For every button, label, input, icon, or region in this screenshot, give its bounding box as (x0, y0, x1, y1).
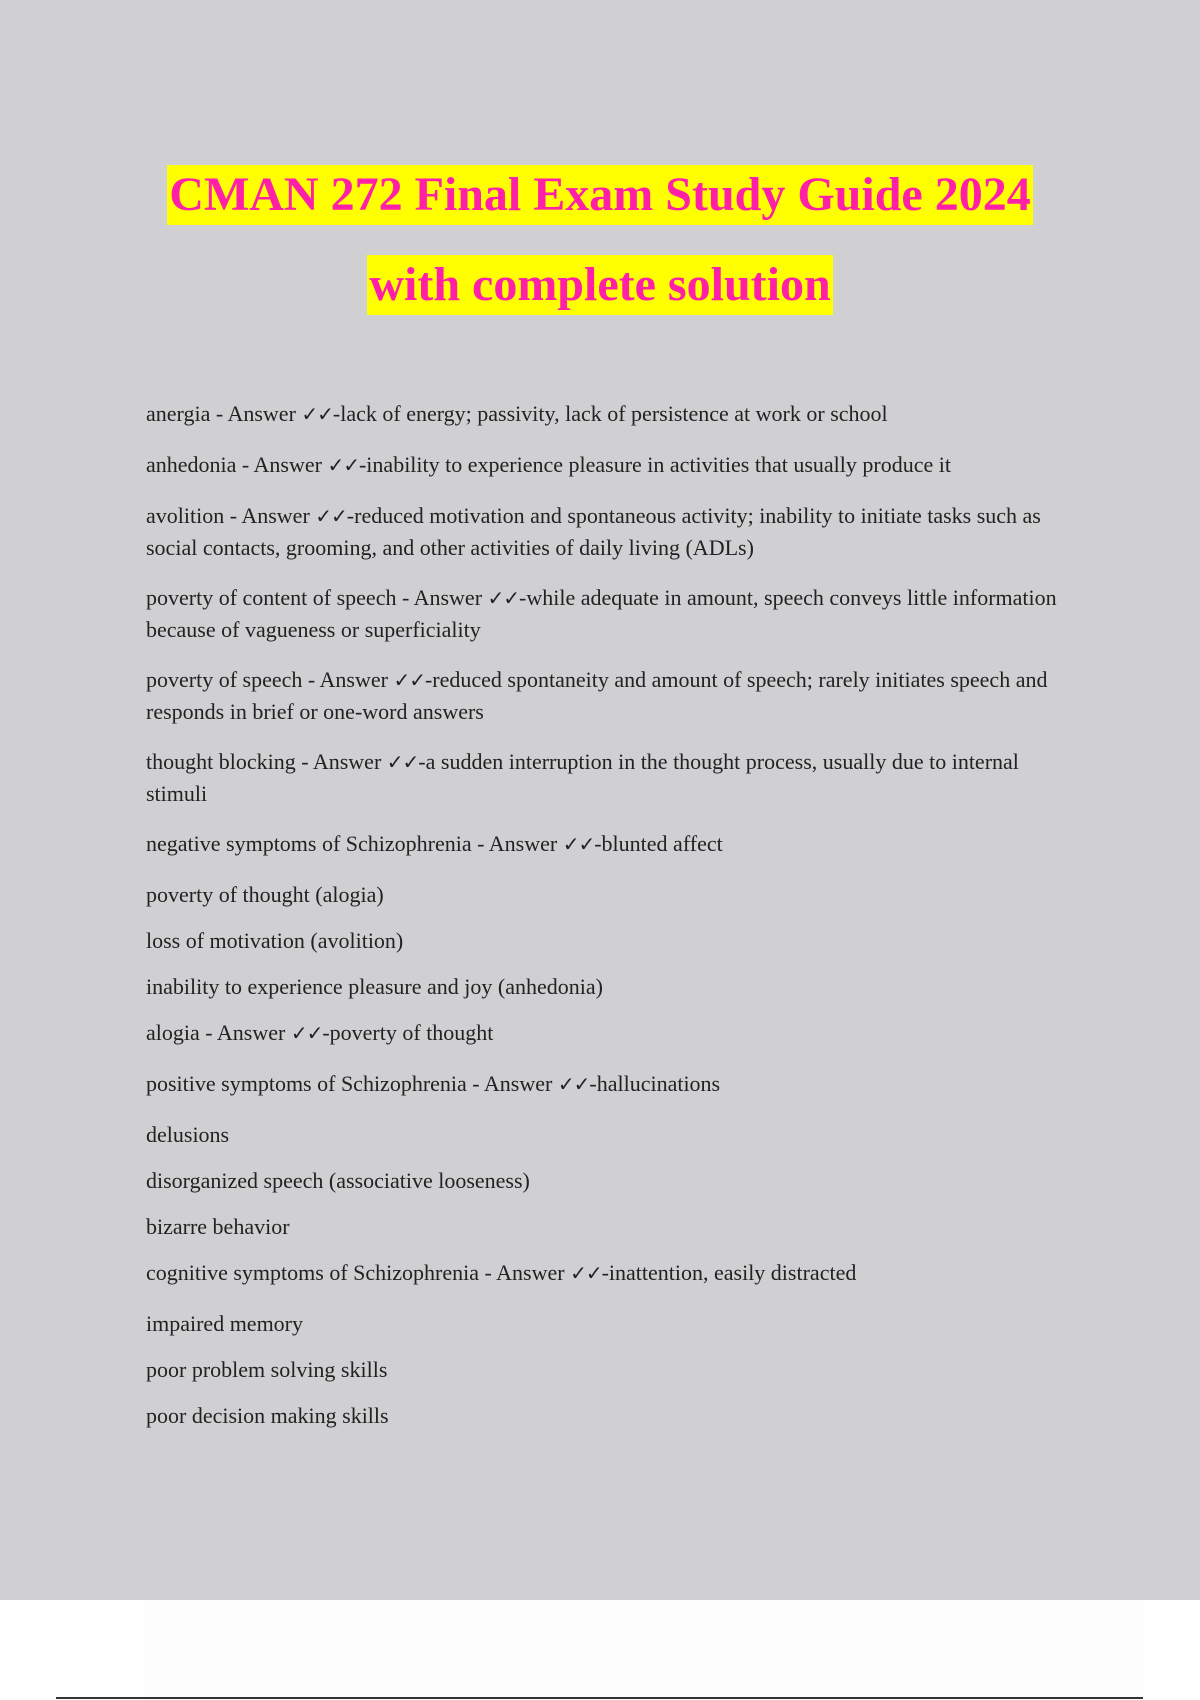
continuation-line: delusions (146, 1122, 230, 1147)
continuation-line: poor decision making skills (146, 1403, 389, 1428)
answer-label: Answer (241, 503, 310, 528)
entry-term: anergia (146, 401, 211, 426)
answer-label: Answer (488, 831, 558, 856)
double-check-icon: ✓✓ (301, 402, 333, 426)
qa-entry: negative symptoms of Schizophrenia - Answer ✓✓-blunted affect (146, 831, 723, 856)
answer-label: Answer (312, 749, 382, 774)
qa-entry: anhedonia - Answer ✓✓-inability to experience pleasure in activities that usually produce it (146, 452, 951, 477)
continuation-line: poverty of thought (alogia) (146, 882, 384, 907)
qa-entry: positive symptoms of Schizophrenia - Answer ✓✓-hallucinations (146, 1071, 721, 1096)
document-title (0, 165, 1200, 315)
entry-definition: -hallucinations (589, 1071, 721, 1096)
study-guide-entries (146, 398, 1066, 1446)
double-check-icon: ✓✓ (386, 750, 419, 774)
entry-definition: -reduced spontaneity and amount of speech; rarely initiates speech and responds in brief or one-word answers (146, 667, 1048, 724)
double-check-icon: ✓✓ (327, 453, 359, 477)
continuation-line: loss of motivation (avolition) (146, 928, 404, 953)
page-bottom-strip (144, 1600, 1144, 1700)
entry-term: negative symptoms of Schizophrenia (146, 831, 472, 856)
entry-term: positive symptoms of Schizophrenia (146, 1071, 467, 1096)
entry-definition: -poverty of thought (322, 1020, 494, 1045)
entry-term: avolition (146, 503, 225, 528)
answer-label: Answer (319, 667, 388, 692)
entry-definition: -while adequate in amount, speech conveys little information because of vagueness or superficiality (146, 585, 1057, 642)
qa-entry: alogia - Answer ✓✓-poverty of thought (146, 1020, 494, 1045)
footer-divider (56, 1697, 1143, 1699)
title-line-1: CMAN 272 Final Exam Study Guide 2024 (167, 165, 1032, 225)
answer-label: Answer (216, 1020, 286, 1045)
double-check-icon: ✓✓ (393, 668, 425, 692)
qa-entry: thought blocking - Answer ✓✓-a sudden interruption in the thought process, usually due to internal stimuli (146, 749, 1019, 806)
entry-term: alogia (146, 1020, 200, 1045)
answer-label: Answer (253, 452, 322, 477)
answer-label: Answer (496, 1260, 565, 1285)
double-check-icon: ✓✓ (562, 832, 595, 856)
qa-entry: avolition - Answer ✓✓-reduced motivation and spontaneous activity; inability to initiate tasks such as social contacts, grooming, and other activities of daily living (ADLs) (146, 503, 1041, 560)
double-check-icon: ✓✓ (315, 504, 347, 528)
entry-term: poverty of speech (146, 667, 303, 692)
qa-entry: poverty of content of speech - Answer ✓✓-while adequate in amount, speech conveys little information because of vagueness or superficiality (146, 585, 1057, 642)
entry-definition: -lack of energy; passivity, lack of persistence at work or school (332, 401, 888, 426)
answer-label: Answer (227, 401, 296, 426)
entry-definition: -inability to experience pleasure in activities that usually produce it (358, 452, 951, 477)
continuation-line: poor problem solving skills (146, 1357, 388, 1382)
answer-label: Answer (413, 585, 483, 610)
double-check-icon: ✓✓ (290, 1021, 323, 1045)
entry-term: poverty of content of speech (146, 585, 397, 610)
answer-label: Answer (483, 1071, 553, 1096)
entry-term: cognitive symptoms of Schizophrenia (146, 1260, 479, 1285)
continuation-line: inability to experience pleasure and joy (anhedonia) (146, 974, 603, 999)
double-check-icon: ✓✓ (557, 1072, 590, 1096)
entry-definition: -inattention, easily distracted (601, 1260, 857, 1285)
double-check-icon: ✓✓ (487, 586, 520, 610)
continuation-line: disorganized speech (associative looseness) (146, 1168, 530, 1193)
continuation-line: impaired memory (146, 1311, 304, 1336)
entry-term: thought blocking (146, 749, 296, 774)
qa-entry: poverty of speech - Answer ✓✓-reduced spontaneity and amount of speech; rarely initiates speech and responds in brief or one-word answers (146, 667, 1048, 724)
entry-term: anhedonia (146, 452, 237, 477)
continuation-line: bizarre behavior (146, 1214, 290, 1239)
qa-entry: anergia - Answer ✓✓-lack of energy; passivity, lack of persistence at work or school (146, 401, 888, 426)
entry-definition: -blunted affect (594, 831, 723, 856)
double-check-icon: ✓✓ (570, 1261, 602, 1285)
entry-definition: -a sudden interruption in the thought process, usually due to internal stimuli (146, 749, 1019, 806)
entry-definition: -reduced motivation and spontaneous activity; inability to initiate tasks such as social contacts, grooming, and other activities of daily living (ADLs) (146, 503, 1041, 560)
qa-entry: cognitive symptoms of Schizophrenia - Answer ✓✓-inattention, easily distracted (146, 1260, 857, 1285)
title-line-2: with complete solution (367, 255, 832, 315)
